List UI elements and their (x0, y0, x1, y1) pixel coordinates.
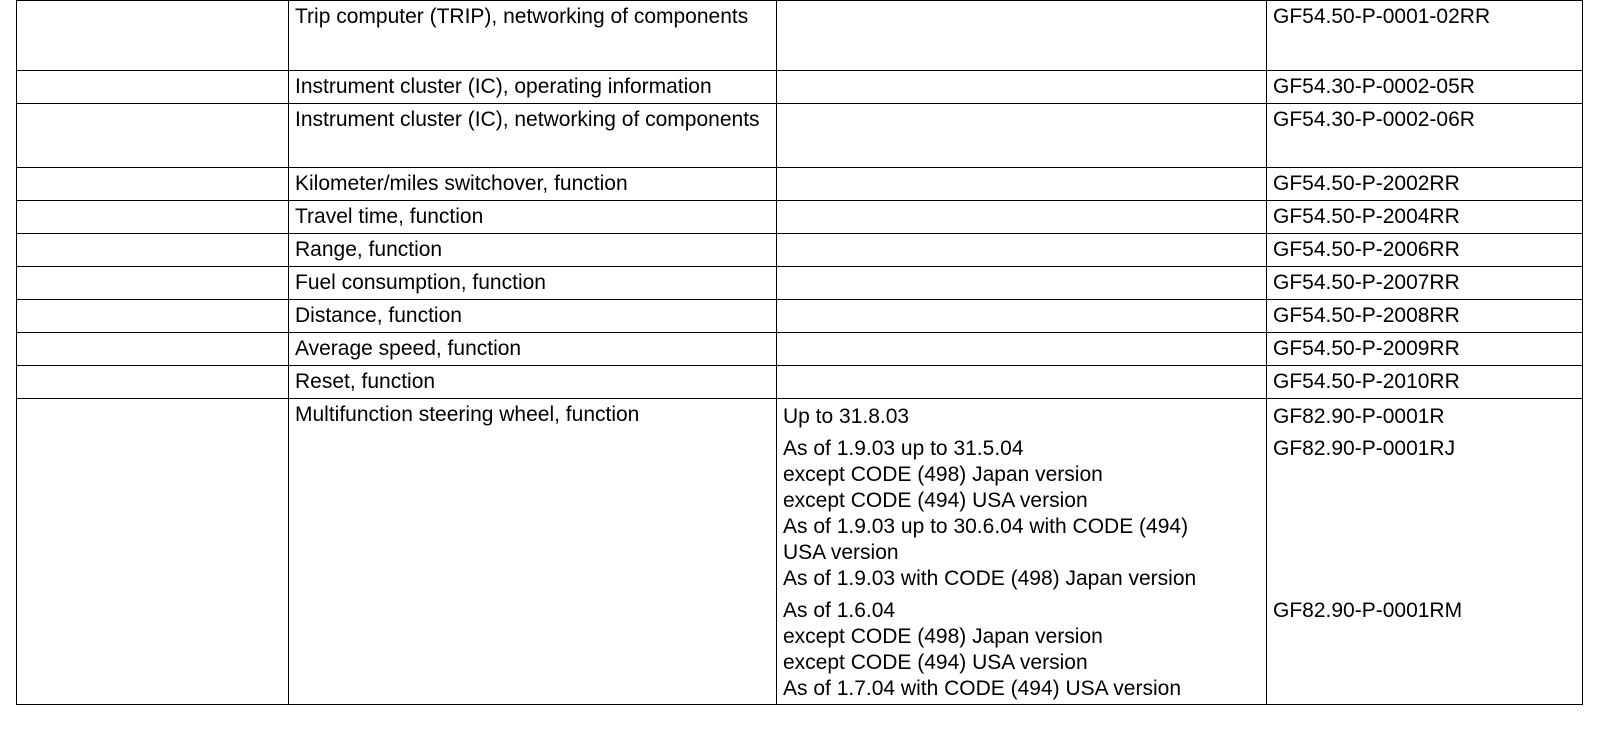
empty-cell (17, 1, 289, 71)
document-title: Average speed, function (289, 333, 777, 366)
empty-cell (17, 399, 289, 705)
condition-cell (777, 201, 1267, 234)
code-block (1273, 598, 1576, 624)
document-page (16, 0, 1582, 740)
empty-cell (17, 104, 289, 168)
code-cell (1267, 399, 1583, 705)
condition-line: As of 1.7.04 with CODE (494) USA version (783, 677, 1182, 700)
condition-line: except CODE (494) USA version (783, 489, 1088, 512)
table-row (17, 168, 1583, 201)
document-title: Trip computer (TRIP), networking of components (289, 1, 777, 71)
table-row-steering (17, 399, 1583, 705)
empty-cell (17, 168, 289, 201)
condition-cell (777, 267, 1267, 300)
document-code: GF54.30-P-0002-05R (1267, 71, 1583, 104)
condition-block (783, 436, 1260, 592)
table-row (17, 366, 1583, 399)
condition-cell (777, 366, 1267, 399)
document-code: GF54.50-P-2008RR (1267, 300, 1583, 333)
document-title: Distance, function (289, 300, 777, 333)
document-code: GF54.50-P-0001-02RR (1267, 1, 1583, 71)
document-title: Range, function (289, 234, 777, 267)
document-code: GF54.50-P-2007RR (1267, 267, 1583, 300)
table-row (17, 300, 1583, 333)
document-code: GF82.90-P-0001R (1273, 405, 1445, 428)
condition-line: As of 1.9.03 up to 30.6.04 with CODE (494) (783, 515, 1189, 538)
condition-line: Up to 31.8.03 (783, 405, 910, 428)
condition-line: except CODE (494) USA version (783, 651, 1088, 674)
empty-cell (17, 201, 289, 234)
document-title: Instrument cluster (IC), operating information (289, 71, 777, 104)
table-row (17, 201, 1583, 234)
document-title: Travel time, function (289, 201, 777, 234)
document-code: GF54.30-P-0002-06R (1267, 104, 1583, 168)
document-code: GF54.50-P-2009RR (1267, 333, 1583, 366)
empty-cell (17, 71, 289, 104)
document-title: Fuel consumption, function (289, 267, 777, 300)
empty-cell (17, 267, 289, 300)
condition-line: USA version (783, 541, 899, 564)
condition-block (783, 404, 1260, 430)
condition-cell (777, 104, 1267, 168)
table-row (17, 104, 1583, 168)
table-row (17, 333, 1583, 366)
code-block (1273, 436, 1576, 592)
table-row (17, 267, 1583, 300)
document-title: Reset, function (289, 366, 777, 399)
document-title: Multifunction steering wheel, function (289, 399, 777, 705)
condition-cell (777, 234, 1267, 267)
condition-cell (777, 168, 1267, 201)
condition-cell (777, 399, 1267, 705)
document-code: GF82.90-P-0001RM (1273, 599, 1463, 622)
condition-block (783, 598, 1260, 702)
empty-cell (17, 234, 289, 267)
empty-cell (17, 366, 289, 399)
condition-cell (777, 300, 1267, 333)
condition-line: except CODE (498) Japan version (783, 463, 1103, 486)
document-code: GF54.50-P-2010RR (1267, 366, 1583, 399)
empty-cell (17, 300, 289, 333)
condition-line: As of 1.9.03 with CODE (498) Japan version (783, 567, 1197, 590)
condition-line: As of 1.6.04 (783, 599, 896, 622)
condition-cell (777, 1, 1267, 71)
condition-cell (777, 333, 1267, 366)
reference-table (16, 0, 1583, 705)
document-title: Instrument cluster (IC), networking of components (289, 104, 777, 168)
document-title: Kilometer/miles switchover, function (289, 168, 777, 201)
document-code: GF54.50-P-2004RR (1267, 201, 1583, 234)
table-row (17, 1, 1583, 71)
document-code: GF82.90-P-0001RJ (1273, 437, 1456, 460)
document-code: GF54.50-P-2002RR (1267, 168, 1583, 201)
condition-line: except CODE (498) Japan version (783, 625, 1103, 648)
table-row (17, 71, 1583, 104)
empty-cell (17, 333, 289, 366)
condition-cell (777, 71, 1267, 104)
table-row (17, 234, 1583, 267)
document-code: GF54.50-P-2006RR (1267, 234, 1583, 267)
code-block (1273, 404, 1576, 430)
condition-line: As of 1.9.03 up to 31.5.04 (783, 437, 1024, 460)
